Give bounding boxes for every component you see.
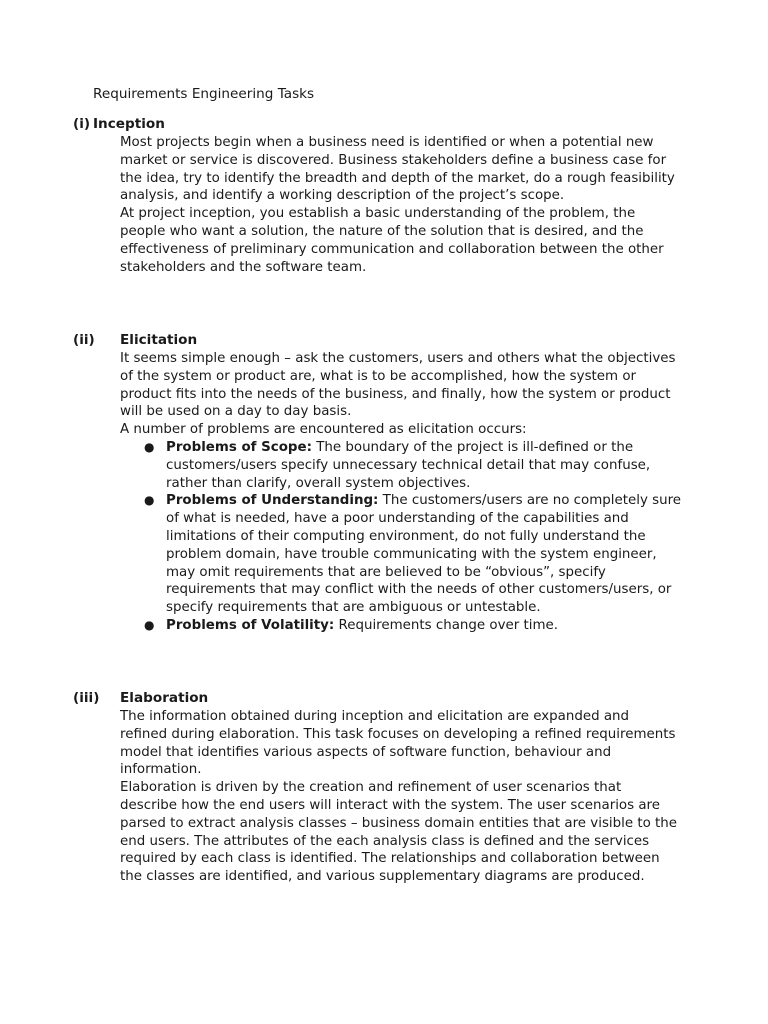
section-inception (0, 116, 768, 276)
list-item-text: The boundary of the project is ill-defined or the customers/users specify unnecessary technical detail that may confuse, rather than clarify, overall system objectives. (166, 439, 651, 491)
paragraph: The information obtained during inception and elicitation are expanded and refined during elaboration. This task focuses on developing a refined requirements model that identifies various aspects of software function, behaviour and information. (120, 709, 676, 778)
section-body (120, 134, 680, 276)
section-body (120, 708, 680, 886)
list-item-text: Requirements change over time. (334, 617, 559, 633)
list-item-text: The customers/users are no completely sure of what is needed, have a poor understanding of the capabilities and limitations of their computing environment, do not fully understand the problem domain, have trouble communicating with the system engineer, may omit requirements that are believed to be “obvious”, specify requirements that may conflict with the needs of other customers/users, or specify requirements that are ambiguous or untestable. (166, 493, 682, 616)
paragraph: It seems simple enough – ask the customers, users and others what the objectives of the system or product are, what is to be accomplished, how the system or product fits into the needs of the business, and finally, how the system or product will be used on a day to day basis. (120, 351, 676, 420)
list-item (120, 492, 686, 617)
section-heading (0, 690, 768, 708)
list-item (120, 439, 686, 492)
list-item-term: Problems of Understanding: (166, 493, 379, 509)
section-elaboration (0, 690, 768, 886)
bullet-icon: ● (144, 493, 155, 508)
section-name: Inception (93, 116, 165, 132)
bullet-icon: ● (144, 617, 155, 632)
paragraph: A number of problems are encountered as elicitation occurs: (120, 422, 527, 438)
document-title: Requirements Engineering Tasks (93, 86, 315, 102)
list-item-term: Problems of Volatility: (166, 617, 335, 633)
list-item (120, 617, 686, 635)
list-item-term: Problems of Scope: (166, 439, 312, 455)
paragraph: Most projects begin when a business need is identified or when a potential new market or service is discovered. Business stakeholders define a business case for the idea, try to identify the breadth and depth of the market, do a rough feasibility analysis, and identify a working description of the project’s scope. (120, 135, 675, 204)
paragraph: At project inception, you establish a basic understanding of the problem, the people who want a solution, the nature of the solution that is desired, and the effectiveness of preliminary communication and collaboration between the other stakeholders and the software team. (120, 206, 664, 275)
bullet-icon: ● (144, 439, 155, 454)
section-elicitation (0, 332, 768, 635)
section-number: (iii) (73, 690, 100, 706)
problem-list (120, 439, 680, 635)
section-body (120, 350, 680, 635)
paragraph: Elaboration is driven by the creation and refinement of user scenarios that describe how the end users will interact with the system. The user scenarios are parsed to extract analysis classes – business domain entities that are visible to the end users. The attributes of the each analysis class is defined and the services required by each class is identified. The relationships and collaboration between the classes are identified, and various supplementary diagrams are produced. (120, 780, 678, 885)
section-heading (0, 332, 768, 350)
section-heading (0, 116, 768, 134)
section-name: Elicitation (120, 332, 198, 348)
section-number: (ii) (73, 332, 95, 348)
section-name: Elaboration (120, 690, 209, 706)
section-number: (i) (73, 116, 91, 132)
